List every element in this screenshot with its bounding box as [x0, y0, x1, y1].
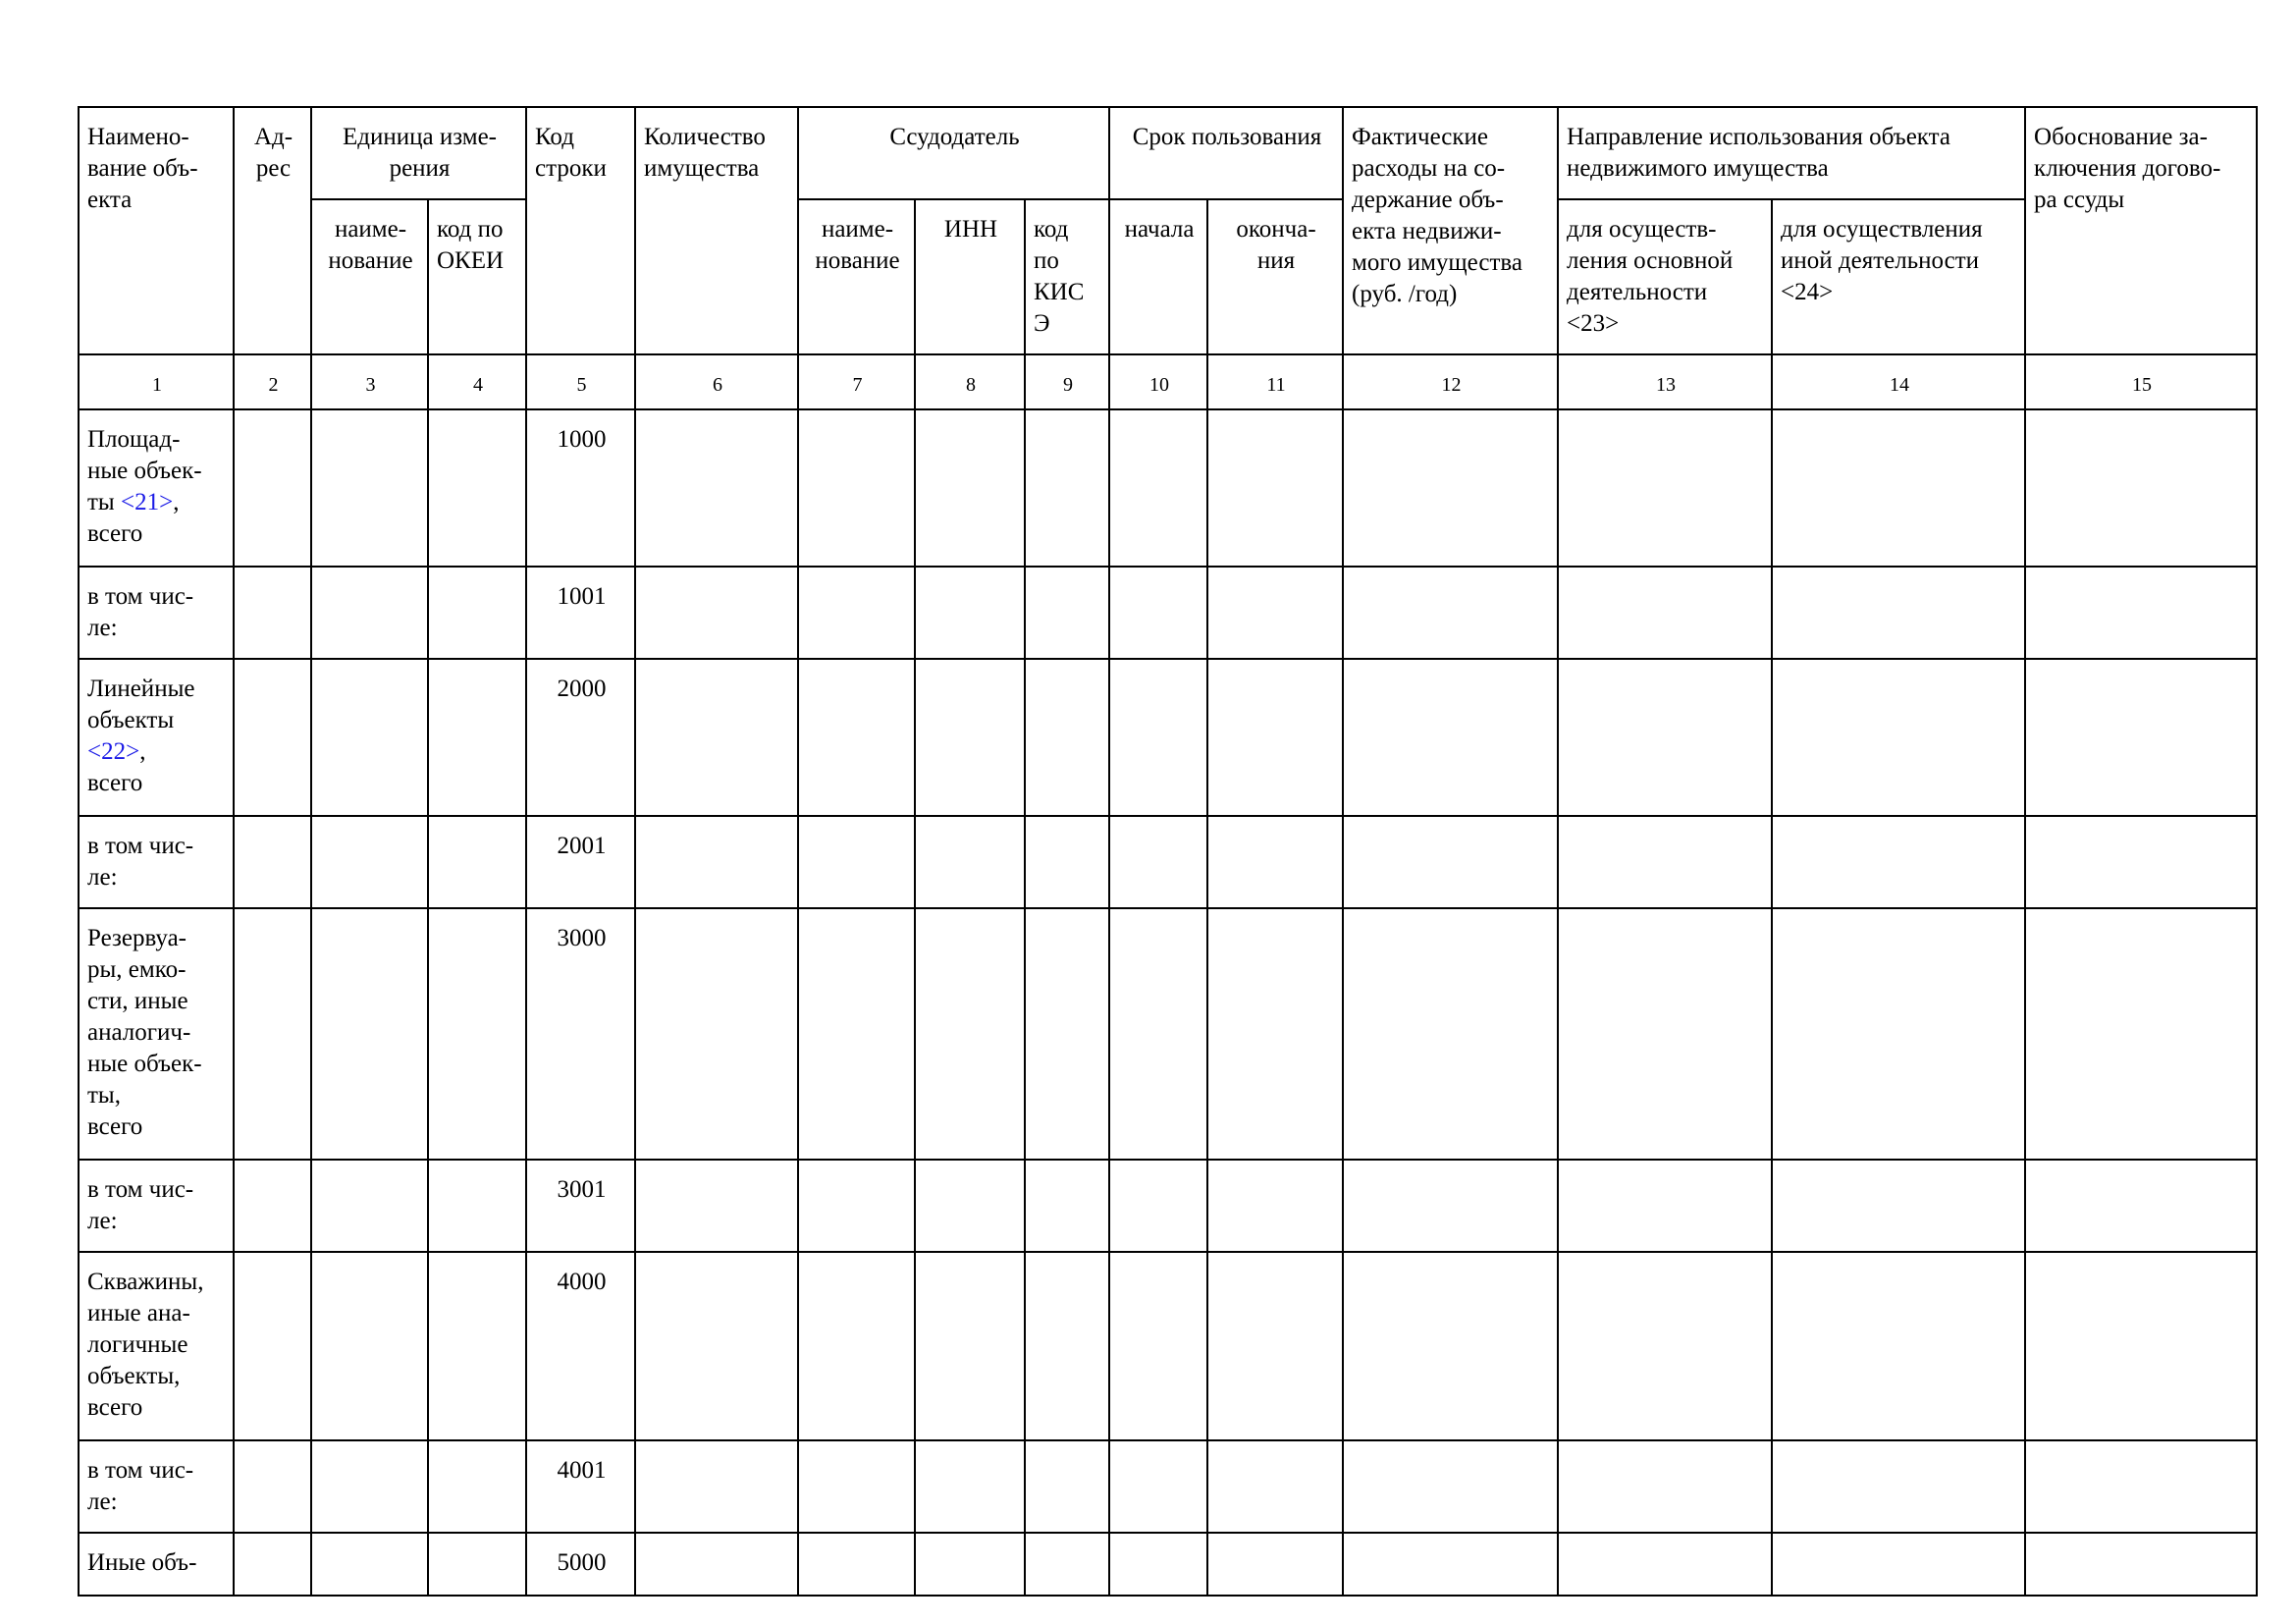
- empty-cell[interactable]: [1343, 1533, 1558, 1596]
- empty-cell[interactable]: [1558, 659, 1772, 816]
- empty-cell[interactable]: [1558, 1160, 1772, 1252]
- row-name: Скважины, иные ана- логичные объекты, всего: [87, 1269, 204, 1421]
- table-row: [79, 908, 2257, 1160]
- column-number: 12: [1343, 354, 1558, 409]
- empty-cell[interactable]: [635, 1440, 798, 1533]
- empty-cell[interactable]: [1558, 567, 1772, 659]
- empty-cell[interactable]: [1343, 816, 1558, 908]
- table-row: [79, 1533, 2257, 1596]
- row-name-suffix: , всего: [87, 489, 180, 547]
- empty-cell[interactable]: [635, 1533, 798, 1596]
- empty-cell[interactable]: [915, 816, 1025, 908]
- row-name: в том чис- ле:: [87, 833, 194, 891]
- empty-cell[interactable]: [798, 908, 915, 1160]
- empty-cell[interactable]: [1109, 567, 1207, 659]
- empty-cell[interactable]: [1207, 659, 1343, 816]
- column-number: 5: [526, 354, 635, 409]
- empty-cell[interactable]: [1207, 567, 1343, 659]
- col-lender-kise-header: код по КИС Э: [1025, 199, 1109, 354]
- line-code-cell: 1001: [526, 567, 635, 659]
- empty-cell[interactable]: [1109, 1533, 1207, 1596]
- empty-cell[interactable]: [798, 409, 915, 567]
- empty-cell[interactable]: [311, 1533, 428, 1596]
- empty-cell[interactable]: [915, 1160, 1025, 1252]
- column-number: 13: [1558, 354, 1772, 409]
- empty-cell[interactable]: [1207, 1252, 1343, 1440]
- empty-cell[interactable]: [915, 1440, 1025, 1533]
- table-row: [79, 816, 2257, 908]
- row-name-cell[interactable]: [79, 1533, 234, 1596]
- empty-cell[interactable]: [1558, 1440, 1772, 1533]
- empty-cell[interactable]: [428, 409, 526, 567]
- line-code-cell: 4001: [526, 1440, 635, 1533]
- col-line-code-header: Код строки: [526, 107, 635, 354]
- empty-cell[interactable]: [635, 659, 798, 816]
- col-lender-header: Ссудодатель: [798, 107, 1109, 199]
- col-lender-name-header: наиме- нование: [798, 199, 915, 354]
- footnote-link[interactable]: <21>: [120, 489, 174, 515]
- empty-cell[interactable]: [1025, 908, 1109, 1160]
- footnote-link[interactable]: <22>: [87, 738, 140, 765]
- empty-cell[interactable]: [2025, 659, 2257, 816]
- empty-cell[interactable]: [1343, 567, 1558, 659]
- col-unit-header: Единица изме- рения: [311, 107, 526, 199]
- empty-cell[interactable]: [1207, 1160, 1343, 1252]
- empty-cell[interactable]: [2025, 567, 2257, 659]
- empty-cell[interactable]: [1025, 567, 1109, 659]
- table-body: [79, 409, 2257, 1596]
- empty-cell[interactable]: [428, 1440, 526, 1533]
- col-expenses-header: Фактические расходы на со- держание объ- екта недвижи- мого имущества (руб. /год): [1343, 107, 1558, 354]
- empty-cell[interactable]: [428, 659, 526, 816]
- row-name-cell[interactable]: [79, 1440, 234, 1533]
- empty-cell[interactable]: [234, 908, 311, 1160]
- empty-cell[interactable]: [1207, 1533, 1343, 1596]
- column-number: 11: [1207, 354, 1343, 409]
- row-name: в том чис- ле:: [87, 1457, 194, 1515]
- empty-cell[interactable]: [234, 1252, 311, 1440]
- col-term-header: Срок пользования: [1109, 107, 1343, 199]
- line-code-cell: 2001: [526, 816, 635, 908]
- empty-cell[interactable]: [1772, 1252, 2025, 1440]
- empty-cell[interactable]: [2025, 409, 2257, 567]
- column-number: 6: [635, 354, 798, 409]
- table-row: [79, 1440, 2257, 1533]
- empty-cell[interactable]: [635, 908, 798, 1160]
- empty-cell[interactable]: [2025, 1440, 2257, 1533]
- row-name-cell[interactable]: [79, 816, 234, 908]
- empty-cell[interactable]: [1772, 567, 2025, 659]
- empty-cell[interactable]: [798, 567, 915, 659]
- empty-cell[interactable]: [1109, 816, 1207, 908]
- empty-cell[interactable]: [635, 409, 798, 567]
- row-name: Иные объ-: [87, 1549, 197, 1576]
- row-name: Площад- ные объек- ты: [87, 426, 202, 515]
- empty-cell[interactable]: [1025, 1252, 1109, 1440]
- column-number: 15: [2025, 354, 2257, 409]
- empty-cell[interactable]: [1207, 908, 1343, 1160]
- empty-cell[interactable]: [234, 816, 311, 908]
- row-name-cell[interactable]: [79, 409, 234, 567]
- empty-cell[interactable]: [234, 659, 311, 816]
- row-name: Линейные объекты: [87, 676, 195, 733]
- empty-cell[interactable]: [1558, 1533, 1772, 1596]
- empty-cell[interactable]: [311, 816, 428, 908]
- table-row: [79, 409, 2257, 567]
- form-table: [78, 106, 2258, 1597]
- empty-cell[interactable]: [915, 1533, 1025, 1596]
- empty-cell[interactable]: [1207, 409, 1343, 567]
- column-number: 9: [1025, 354, 1109, 409]
- empty-cell[interactable]: [798, 659, 915, 816]
- empty-cell[interactable]: [1772, 908, 2025, 1160]
- empty-cell[interactable]: [1109, 409, 1207, 567]
- empty-cell[interactable]: [1109, 1440, 1207, 1533]
- empty-cell[interactable]: [1343, 659, 1558, 816]
- row-name-cell[interactable]: [79, 1252, 234, 1440]
- empty-cell[interactable]: [1109, 1252, 1207, 1440]
- table-row: [79, 659, 2257, 816]
- empty-cell[interactable]: [635, 567, 798, 659]
- header-row-1: [79, 107, 2257, 199]
- col-term-end-header: оконча- ния: [1207, 199, 1343, 354]
- empty-cell[interactable]: [915, 567, 1025, 659]
- empty-cell[interactable]: [2025, 1160, 2257, 1252]
- empty-cell[interactable]: [234, 567, 311, 659]
- empty-cell[interactable]: [311, 1160, 428, 1252]
- empty-cell[interactable]: [234, 409, 311, 567]
- empty-cell[interactable]: [635, 1160, 798, 1252]
- empty-cell[interactable]: [1109, 659, 1207, 816]
- column-number: 4: [428, 354, 526, 409]
- empty-cell[interactable]: [798, 1533, 915, 1596]
- empty-cell[interactable]: [311, 409, 428, 567]
- line-code-cell: 3001: [526, 1160, 635, 1252]
- empty-cell[interactable]: [311, 659, 428, 816]
- col-quantity-header: Количество имущества: [635, 107, 798, 354]
- empty-cell[interactable]: [428, 908, 526, 1160]
- header-row-2: [79, 199, 2257, 354]
- col-direction-other-header: для осуществления иной деятельности <24>: [1772, 199, 2025, 354]
- empty-cell[interactable]: [1025, 1160, 1109, 1252]
- empty-cell[interactable]: [1025, 409, 1109, 567]
- col-unit-name-header: наиме- нование: [311, 199, 428, 354]
- table-row: [79, 1160, 2257, 1252]
- empty-cell[interactable]: [798, 816, 915, 908]
- empty-cell[interactable]: [1772, 1160, 2025, 1252]
- column-number: 10: [1109, 354, 1207, 409]
- empty-cell[interactable]: [1025, 1533, 1109, 1596]
- row-name: Резервуа- ры, емко- сти, иные аналогич- ные объек- ты, всего: [87, 925, 202, 1140]
- empty-cell[interactable]: [1025, 816, 1109, 908]
- row-name-cell[interactable]: [79, 908, 234, 1160]
- col-name-header: Наимено- вание объ- екта: [79, 107, 234, 354]
- table-row: [79, 1252, 2257, 1440]
- line-code-cell: 5000: [526, 1533, 635, 1596]
- col-direction-main-header: для осуществ- ления основной деятельности <23>: [1558, 199, 1772, 354]
- empty-cell[interactable]: [1343, 1252, 1558, 1440]
- col-unit-okei-header: код по ОКЕИ: [428, 199, 526, 354]
- empty-cell[interactable]: [428, 1252, 526, 1440]
- empty-cell[interactable]: [1772, 409, 2025, 567]
- col-basis-header: Обоснование за- ключения догово- ра ссуды: [2025, 107, 2257, 354]
- empty-cell[interactable]: [915, 1252, 1025, 1440]
- empty-cell[interactable]: [1025, 659, 1109, 816]
- empty-cell[interactable]: [2025, 1252, 2257, 1440]
- table-row: [79, 567, 2257, 659]
- empty-cell[interactable]: [798, 1440, 915, 1533]
- empty-cell[interactable]: [1772, 659, 2025, 816]
- empty-cell[interactable]: [1109, 1160, 1207, 1252]
- row-name: в том чис- ле:: [87, 1176, 194, 1234]
- empty-cell[interactable]: [1025, 1440, 1109, 1533]
- empty-cell[interactable]: [1343, 908, 1558, 1160]
- empty-cell[interactable]: [1343, 1440, 1558, 1533]
- column-number: 14: [1772, 354, 2025, 409]
- empty-cell[interactable]: [798, 1252, 915, 1440]
- line-code-cell: 2000: [526, 659, 635, 816]
- empty-cell[interactable]: [1772, 816, 2025, 908]
- col-lender-inn-header: ИНН: [915, 199, 1025, 354]
- empty-cell[interactable]: [311, 908, 428, 1160]
- line-code-cell: 4000: [526, 1252, 635, 1440]
- empty-cell[interactable]: [2025, 1533, 2257, 1596]
- row-name: в том чис- ле:: [87, 583, 194, 641]
- empty-cell[interactable]: [234, 1440, 311, 1533]
- row-name-suffix: , всего: [87, 738, 146, 796]
- empty-cell[interactable]: [1558, 1252, 1772, 1440]
- empty-cell[interactable]: [915, 409, 1025, 567]
- column-number: 8: [915, 354, 1025, 409]
- empty-cell[interactable]: [1558, 816, 1772, 908]
- empty-cell[interactable]: [428, 567, 526, 659]
- empty-cell[interactable]: [428, 1533, 526, 1596]
- empty-cell[interactable]: [428, 1160, 526, 1252]
- empty-cell[interactable]: [2025, 816, 2257, 908]
- empty-cell[interactable]: [311, 1440, 428, 1533]
- row-name-cell[interactable]: [79, 567, 234, 659]
- column-numbers-row: [79, 354, 2257, 409]
- empty-cell[interactable]: [635, 1252, 798, 1440]
- empty-cell[interactable]: [1558, 908, 1772, 1160]
- empty-cell[interactable]: [311, 1252, 428, 1440]
- column-number: 7: [798, 354, 915, 409]
- column-number: 1: [79, 354, 234, 409]
- empty-cell[interactable]: [1207, 816, 1343, 908]
- empty-cell[interactable]: [1343, 1160, 1558, 1252]
- line-code-cell: 1000: [526, 409, 635, 567]
- empty-cell[interactable]: [1343, 409, 1558, 567]
- column-number: 2: [234, 354, 311, 409]
- column-number: 3: [311, 354, 428, 409]
- empty-cell[interactable]: [1558, 409, 1772, 567]
- col-address-header: Ад- рес: [234, 107, 311, 354]
- row-name-cell[interactable]: [79, 1160, 234, 1252]
- empty-cell[interactable]: [1772, 1533, 2025, 1596]
- line-code-cell: 3000: [526, 908, 635, 1160]
- empty-cell[interactable]: [234, 1533, 311, 1596]
- empty-cell[interactable]: [428, 816, 526, 908]
- empty-cell[interactable]: [798, 1160, 915, 1252]
- empty-cell[interactable]: [1772, 1440, 2025, 1533]
- empty-cell[interactable]: [1109, 908, 1207, 1160]
- empty-cell[interactable]: [635, 816, 798, 908]
- empty-cell[interactable]: [915, 908, 1025, 1160]
- empty-cell[interactable]: [1207, 1440, 1343, 1533]
- empty-cell[interactable]: [915, 659, 1025, 816]
- row-name-cell[interactable]: [79, 659, 234, 816]
- empty-cell[interactable]: [2025, 908, 2257, 1160]
- col-term-start-header: начала: [1109, 199, 1207, 354]
- empty-cell[interactable]: [234, 1160, 311, 1252]
- col-direction-header: Направление использования объекта недвижимого имущества: [1558, 107, 2025, 199]
- empty-cell[interactable]: [311, 567, 428, 659]
